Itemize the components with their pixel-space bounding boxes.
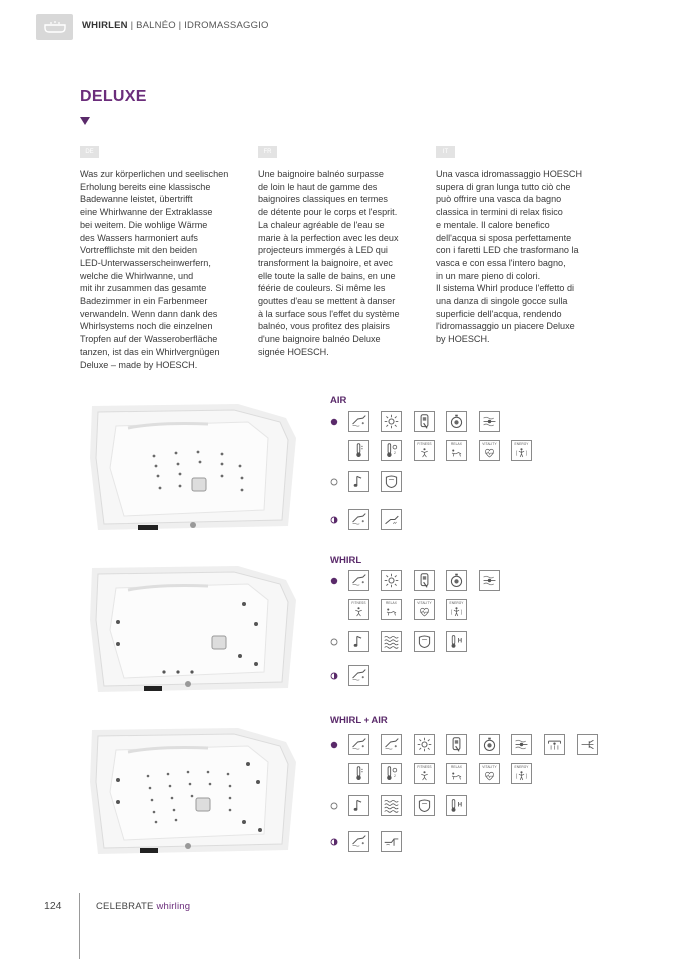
remote-icon xyxy=(414,570,435,591)
text-column-de: Was zur körperlichen und seelischen Erholung bereits eine klassische Badewanne leistet, übertrifft eine Whirlwanne der Extraklasse bei weitem. Die wohlige Wärme des Wassers harmoniert aufs Vortrefflichste mit den beiden LED-Unterwasserscheinwerfern, welche die Whirlwanne, und mit ihr zusammen das gesamte Badezimmer in ein Farbenmeer verwandeln. Wenn dann dank des Whirlsystems noch die einzelnen Tropfen auf der Wasseroberfläche tanzen, ist das ein Whirlvergnügen Deluxe – made by HOESCH. xyxy=(80,169,229,370)
energy-icon: ENERGY xyxy=(446,599,467,620)
filled-circle-icon xyxy=(330,741,338,749)
relax-icon: RELAX xyxy=(446,440,467,461)
waves-icon xyxy=(479,570,500,591)
pillow-icon xyxy=(414,631,435,652)
tub-image-whirl xyxy=(88,560,300,700)
tub-image-whirl-air xyxy=(88,722,300,862)
timer-icon xyxy=(479,734,500,755)
section-title-whirl-air: WHIRL + AIR xyxy=(330,715,388,726)
waves-icon xyxy=(511,734,532,755)
fitness-icon: FITNESS xyxy=(414,440,435,461)
empty-circle-icon xyxy=(330,638,338,646)
fitness-icon: FITNESS xyxy=(348,599,369,620)
jet-icon xyxy=(348,734,369,755)
relax-icon: RELAX xyxy=(381,599,402,620)
remote-icon xyxy=(414,411,435,432)
pillow-icon xyxy=(414,795,435,816)
vitality-icon: VITALITY xyxy=(414,599,435,620)
cascade-icon xyxy=(544,734,565,755)
jet-icon xyxy=(381,734,402,755)
vitality-icon: VITALITY xyxy=(479,763,500,784)
jet-icon xyxy=(348,570,369,591)
waves-icon xyxy=(381,795,402,816)
light-icon xyxy=(414,734,435,755)
tub-image-air xyxy=(88,398,300,538)
music-icon xyxy=(348,471,369,492)
half-circle-icon xyxy=(330,672,338,680)
neck-jet-icon xyxy=(577,734,598,755)
waves-icon xyxy=(479,411,500,432)
section-title-whirl: WHIRL xyxy=(330,555,362,566)
footer-brand: CELEBRATE whirling xyxy=(96,901,191,912)
light-icon xyxy=(381,570,402,591)
page-number: 124 xyxy=(44,900,62,912)
waves-icon xyxy=(381,631,402,652)
half-circle-icon xyxy=(330,516,338,524)
product-title: DELUXE xyxy=(80,88,147,105)
section-title-air: AIR xyxy=(330,395,347,406)
filled-circle-icon xyxy=(330,418,338,426)
footer-divider xyxy=(79,893,80,959)
empty-circle-icon xyxy=(330,802,338,810)
jet-icon xyxy=(348,665,369,686)
timer-icon xyxy=(446,570,467,591)
thermometer-o2-icon xyxy=(381,763,402,784)
section-breadcrumb: WHIRLEN | BALNÉO | IDROMASSAGGIO xyxy=(82,20,269,31)
energy-icon: ENERGY xyxy=(511,440,532,461)
thermometer-h-icon xyxy=(446,795,467,816)
thermometer-icon xyxy=(348,763,369,784)
pump-icon xyxy=(381,831,402,852)
half-circle-icon xyxy=(330,838,338,846)
filled-circle-icon xyxy=(330,577,338,585)
light-icon xyxy=(381,411,402,432)
jet-icon xyxy=(348,509,369,530)
jet-icon xyxy=(348,831,369,852)
thermometer-h-icon xyxy=(446,631,467,652)
fitness-icon: FITNESS xyxy=(414,763,435,784)
timer-icon xyxy=(446,411,467,432)
header-tab xyxy=(36,14,73,40)
text-column-fr: Une baignoire balnéo surpasse de loin le haut de gamme des baignoires classiques en termes de détente pour le corps et l'esprit. La chaleur agréable de l'eau se marie à la perfection avec les deux projecteurs immergés à LED qui transforment la baignoire, et avec elle toute la salle de bains, en une féérie de couleurs. Si même les gouttes d'eau se mettent à danser à la surface sous l'effet du système balnéo, vous profitez des plaisirs d'une baignoire balnéo Deluxe signée HOESCH. xyxy=(258,169,400,357)
text-column-it: Una vasca idromassaggio HOESCH supera di gran lunga tutto ciò che può offrire una vasca da bagno classica in termini di relax fisico e mentale. Il calore benefico dell'acqua si sposa perfettamente con i faretti LED che trasformano la vasca e con essa l'intero bagno, in un mare pieno di colori. Il sistema Whirl produce l'effetto di una danza di singole gocce sulla superficie dell'acqua, rendendo l'idromassaggio un piacere Deluxe by HOESCH. xyxy=(436,169,583,345)
triangle-down-icon xyxy=(80,117,90,125)
music-icon xyxy=(348,795,369,816)
relax-icon: RELAX xyxy=(446,763,467,784)
lang-tag-it: IT xyxy=(436,146,455,158)
lang-tag-fr: FR xyxy=(258,146,277,158)
lang-tag-de: DE xyxy=(80,146,99,158)
remote-icon xyxy=(446,734,467,755)
bathtub-icon xyxy=(43,20,67,34)
thermometer-o2-icon xyxy=(381,440,402,461)
pillow-icon xyxy=(381,471,402,492)
energy-icon: ENERGY xyxy=(511,763,532,784)
jet-icon xyxy=(348,411,369,432)
thermometer-icon xyxy=(348,440,369,461)
jet-flow-icon xyxy=(381,509,402,530)
empty-circle-icon xyxy=(330,478,338,486)
music-icon xyxy=(348,631,369,652)
vitality-icon: VITALITY xyxy=(479,440,500,461)
